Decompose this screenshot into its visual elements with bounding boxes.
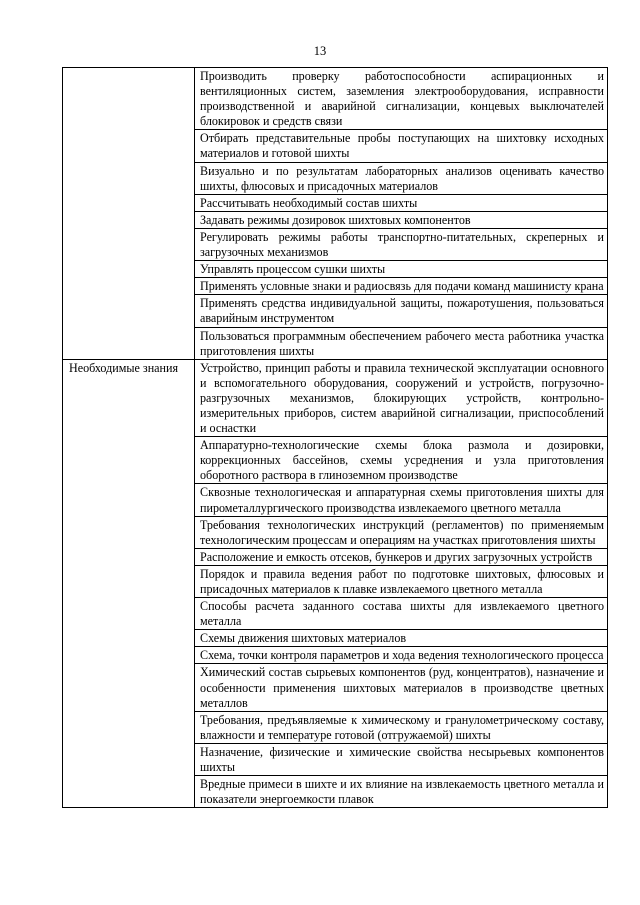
item-cell xyxy=(195,484,608,516)
item-cell xyxy=(195,743,608,775)
item-cell xyxy=(195,130,608,162)
item-text: Отбирать представительные пробы поступающих на шихтовку исходных материалов и готовой шихты xyxy=(200,131,604,161)
item-cell xyxy=(195,516,608,548)
item-cell xyxy=(195,261,608,278)
section-label-cell xyxy=(63,359,195,808)
item-text: Устройство, принцип работы и правила технической эксплуатации основного и вспомогательного оборудования, сооружений и устройств, погрузочно-разгрузочных механизмов, блокирующих устройств, контрольно-измерительных приборов, систем аварийной сигнализации, приспособлений и оснастки xyxy=(200,360,604,436)
item-text: Регулировать режимы работы транспортно-питательных, скреперных и загрузочных механизмов xyxy=(200,229,604,260)
item-text: Требования, предъявляемые к химическому и гранулометрическому составу, влажности и температуре готовой (отгружаемой) шихты xyxy=(200,712,604,742)
item-cell xyxy=(195,647,608,664)
item-cell xyxy=(195,548,608,565)
item-text: Применять условные знаки и радиосвязь для подачи команд машинисту крана xyxy=(200,279,604,294)
item-text: Визуально и по результатам лабораторных анализов оценивать качество шихты, флюсовых и присадочных материалов xyxy=(200,163,604,193)
item-text: Сквозные технологическая и аппаратурная схемы приготовления шихты для пирометаллургического производства извлекаемого цветного металла xyxy=(200,485,604,515)
item-text: Рассчитывать необходимый состав шихты xyxy=(200,195,418,210)
item-text: Задавать режимы дозировок шихтовых компонентов xyxy=(200,212,471,227)
item-cell xyxy=(195,630,608,647)
item-cell xyxy=(195,228,608,260)
item-text: Производить проверку работоспособности аспирационных и вентиляционных систем, заземления электрооборудования, исправности производственной и аварийной сигнализации, концевых выключателей блокировок и средств связи xyxy=(200,69,604,129)
item-text: Вредные примеси в шихте и их влияние на извлекаемость цветного металла и показатели энергоемкости плавок xyxy=(200,777,604,807)
item-cell xyxy=(195,437,608,484)
item-cell xyxy=(195,664,608,711)
table-row xyxy=(63,359,608,436)
item-text: Назначение, физические и химические свойства несырьевых компонентов шихты xyxy=(200,744,604,775)
item-cell xyxy=(195,295,608,327)
item-cell xyxy=(195,68,608,130)
item-cell xyxy=(195,211,608,228)
item-text: Применять средства индивидуальной защиты, пожаротушения, пользоваться аварийным инструментом xyxy=(200,296,604,326)
item-cell xyxy=(195,162,608,194)
table-body xyxy=(63,68,608,808)
item-text: Аппаратурно-технологические схемы блока размола и дозировки, коррекционных бассейнов, схемы усреднения и узла приготовления оборотного раствора в глиноземном производстве xyxy=(200,438,604,483)
item-cell xyxy=(195,711,608,743)
item-text: Схемы движения шихтовых материалов xyxy=(200,631,407,646)
competency-table xyxy=(62,67,608,808)
item-cell xyxy=(195,327,608,359)
item-cell xyxy=(195,598,608,630)
item-text: Способы расчета заданного состава шихты для извлекаемого цветного металла xyxy=(200,599,604,629)
item-text: Химический состав сырьевых компонентов (руд, концентратов), назначение и особенности применения шихтовых материалов в производстве цветных металлов xyxy=(200,665,604,710)
section-label-cell xyxy=(63,68,195,360)
item-text: Пользоваться программным обеспечением рабочего места работника участка приготовления шихты xyxy=(200,328,604,358)
page-number: 13 xyxy=(313,44,327,58)
table-row xyxy=(63,68,608,130)
item-text: Схема, точки контроля параметров и хода ведения технологического процесса xyxy=(200,648,604,663)
item-text: Требования технологических инструкций (регламентов) по применяемым технологическим процессам и операциям на участках приготовления шихты xyxy=(200,517,604,547)
section-label: Необходимые знания xyxy=(69,360,179,375)
item-text: Порядок и правила ведения работ по подготовке шихтовых, флюсовых и присадочных материалов к плавке извлекаемого цветного металла xyxy=(200,566,604,596)
item-cell xyxy=(195,776,608,808)
item-cell xyxy=(195,359,608,436)
item-cell xyxy=(195,565,608,597)
item-text: Управлять процессом сушки шихты xyxy=(200,262,386,277)
item-cell xyxy=(195,194,608,211)
item-text: Расположение и емкость отсеков, бункеров и других загрузочных устройств xyxy=(200,549,593,564)
item-cell xyxy=(195,278,608,295)
